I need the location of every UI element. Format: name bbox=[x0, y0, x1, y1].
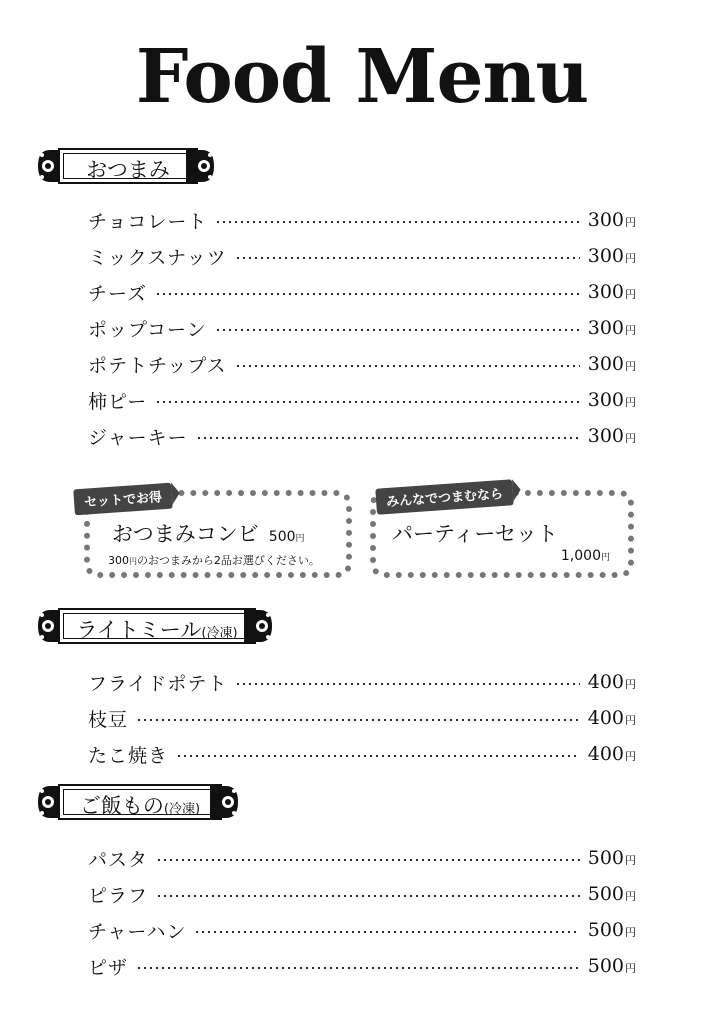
menu-item-price: 300円 bbox=[587, 317, 636, 339]
page-title: Food Menu bbox=[135, 34, 589, 120]
menu-item bbox=[88, 238, 636, 274]
section-header-box bbox=[58, 148, 198, 184]
menu-item bbox=[88, 274, 636, 310]
dot-leader bbox=[215, 221, 579, 223]
dot-leader bbox=[136, 967, 580, 969]
promo-tag: セットでお得 bbox=[73, 483, 173, 516]
dot-leader bbox=[176, 755, 580, 757]
menu-list-rice bbox=[88, 840, 636, 984]
dot-leader bbox=[235, 683, 579, 685]
menu-item-price: 500円 bbox=[587, 955, 636, 977]
dot-leader bbox=[194, 931, 579, 933]
section-title-rice: ご飯もの(冷凍) bbox=[79, 794, 201, 818]
dot-leader bbox=[215, 329, 580, 331]
menu-item-price: 300円 bbox=[587, 281, 636, 303]
menu-item-price: 300円 bbox=[587, 209, 636, 231]
menu-item bbox=[88, 202, 636, 238]
promo-note: 300円のおつまみから2品お選びください。 bbox=[108, 554, 320, 567]
dot-leader bbox=[136, 719, 580, 721]
section-header-light-meal bbox=[36, 606, 276, 646]
menu-item-name: チャーハン bbox=[88, 920, 187, 943]
menu-item-price: 300円 bbox=[587, 389, 636, 411]
menu-item-price: 500円 bbox=[587, 919, 636, 941]
section-header-box bbox=[58, 608, 256, 644]
menu-list-light-meal bbox=[88, 664, 636, 772]
menu-item-name: 枝豆 bbox=[88, 708, 129, 731]
menu-item bbox=[88, 912, 636, 948]
menu-item bbox=[88, 840, 636, 876]
ornament-right-icon bbox=[186, 146, 216, 186]
menu-item bbox=[88, 948, 636, 984]
dot-leader bbox=[235, 257, 580, 259]
section-title-otsumami: おつまみ bbox=[86, 158, 170, 182]
menu-item-name: ミックスナッツ bbox=[88, 246, 227, 269]
menu-item-price: 500円 bbox=[587, 847, 636, 869]
menu-item-name: ポテトチップス bbox=[88, 354, 227, 377]
promo-name: パーティーセット bbox=[392, 522, 558, 546]
menu-item-price: 500円 bbox=[587, 883, 636, 905]
dot-leader bbox=[235, 365, 580, 367]
menu-item-name: たこ焼き bbox=[88, 744, 169, 767]
menu-item-price: 300円 bbox=[587, 353, 636, 375]
menu-item bbox=[88, 876, 636, 912]
menu-item bbox=[88, 346, 636, 382]
menu-item-name: パスタ bbox=[88, 848, 149, 871]
section-header-box bbox=[58, 784, 222, 820]
ornament-right-icon bbox=[210, 782, 240, 822]
promo-tag: みんなでつまむなら bbox=[375, 479, 513, 514]
menu-item-name: 柿ピー bbox=[88, 390, 148, 413]
menu-item-name: ポップコーン bbox=[88, 318, 207, 341]
promo-party bbox=[370, 486, 634, 578]
menu-item-name: チョコレート bbox=[88, 210, 208, 233]
menu-item-price: 400円 bbox=[587, 671, 636, 693]
dot-leader bbox=[156, 859, 580, 861]
menu-item bbox=[88, 736, 636, 772]
menu-item-name: ジャーキー bbox=[88, 426, 188, 449]
dot-leader bbox=[156, 895, 580, 897]
menu-item-price: 400円 bbox=[587, 743, 636, 765]
menu-item-price: 400円 bbox=[587, 707, 636, 729]
section-title-light-meal: ライトミール(冷凍) bbox=[76, 618, 238, 642]
promo-price: 1,000円 bbox=[560, 548, 610, 564]
menu-item bbox=[88, 382, 636, 418]
dot-leader bbox=[155, 401, 579, 403]
promo-name: おつまみコンビ 500円 bbox=[112, 522, 305, 546]
menu-item bbox=[88, 664, 636, 700]
section-header-otsumami bbox=[36, 146, 216, 186]
menu-item-name: チーズ bbox=[88, 282, 148, 305]
promo-combo bbox=[84, 490, 352, 578]
menu-item-name: フライドポテト bbox=[88, 672, 228, 695]
section-header-rice bbox=[36, 782, 242, 822]
dot-leader bbox=[155, 293, 580, 295]
menu-list-otsumami bbox=[88, 202, 636, 454]
dot-leader bbox=[196, 437, 580, 439]
menu-item bbox=[88, 700, 636, 736]
menu-item-price: 300円 bbox=[587, 425, 636, 447]
menu-item bbox=[88, 310, 636, 346]
menu-item bbox=[88, 418, 636, 454]
menu-item-price: 300円 bbox=[587, 245, 636, 267]
ornament-right-icon bbox=[244, 606, 274, 646]
menu-item-name: ピラフ bbox=[88, 884, 149, 907]
menu-item-name: ピザ bbox=[88, 956, 129, 979]
